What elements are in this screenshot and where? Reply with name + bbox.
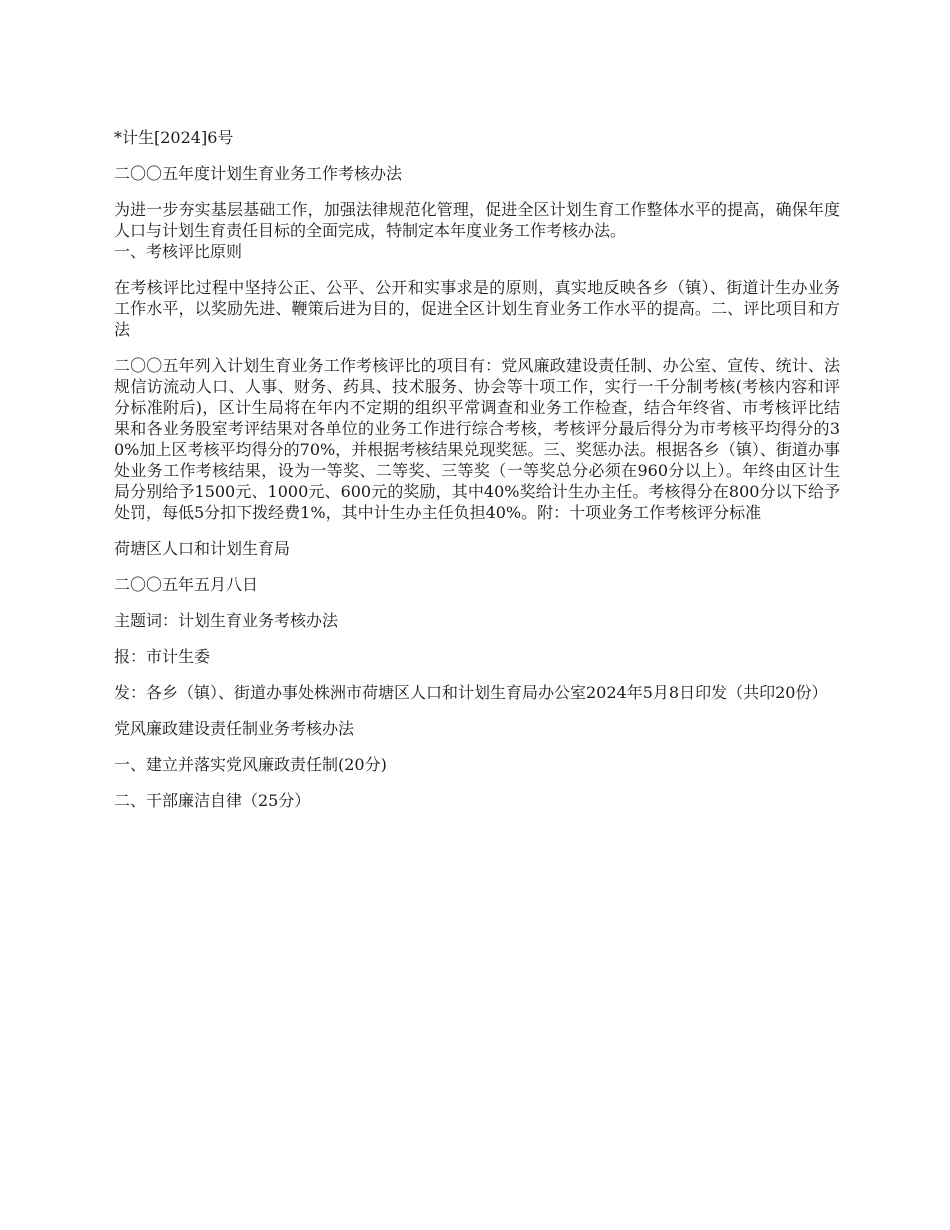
issue-date: 二〇〇五年五月八日 [114,575,259,594]
appendix-item: 二、干部廉洁自律（25分） [114,791,311,810]
report-to: 报：市计生委 [114,647,211,666]
keywords: 主题词：计划生育业务考核办法 [114,611,339,630]
doc-title: 二〇〇五年度计划生育业务工作考核办法 [114,164,403,183]
distribution-line: 发：各乡（镇）、街道办事处株洲市荷塘区人口和计划生育局办公室2024年5月8日印发（共印20份） [114,683,828,702]
appendix-item: 一、建立并落实党风廉政责任制(20分) [114,755,387,774]
issuer: 荷塘区人口和计划生育局 [114,539,291,558]
intro-paragraph: 为进一步夯实基层基础工作，加强法律规范化管理，促进全区计划生育工作整体水平的提高，确保年度人口与计划生育责任目标的全面完成，特制定本年度业务工作考核办法。 [114,200,840,240]
section-heading-principles: 一、考核评比原则 [114,242,243,261]
section-items-body: 二〇〇五年列入计划生育业务工作考核评比的项目有：党风廉政建设责任制、办公室、宣传、统计、法规信访流动人口、人事、财务、药具、技术服务、协会等十项工作，实行一千分制考核(考核内容和评分标准附后)，区计生局将在年内不定期的组织平常调查和业务工作检查，结合年终省、市考核评比结果和各业务股室考评结果对各单位的业务工作进行综合考核，考核评分最后得分为市考核平均得分的30%加上区考核平均得分的70%，并根据考核结果兑现奖惩。三、奖惩办法。根据各乡（镇）、街道办事处业务工作考核结果，设为一等奖、二等奖、三等奖（一等奖总分必须在960分以上）。年终由区计生局分别给予1500元、1000元、600元的奖励，其中40%奖给计生办主任。考核得分在800分以下给予处罚，每低5分扣下拨经费1%，其中计生办主任负担40%。附：十项业务工作考核评分标准 [114,356,840,522]
appendix-title: 党风廉政建设责任制业务考核办法 [114,719,355,738]
doc-number: *计生[2024]6号 [114,128,234,147]
section-principles-body: 在考核评比过程中坚持公正、公平、公开和实事求是的原则，真实地反映各乡（镇）、街道计生办业务工作水平，以奖励先进、鞭策后进为目的，促进全区计划生育业务工作水平的提高。二、评比项目和方法 [114,278,840,339]
document-body [114,127,840,826]
